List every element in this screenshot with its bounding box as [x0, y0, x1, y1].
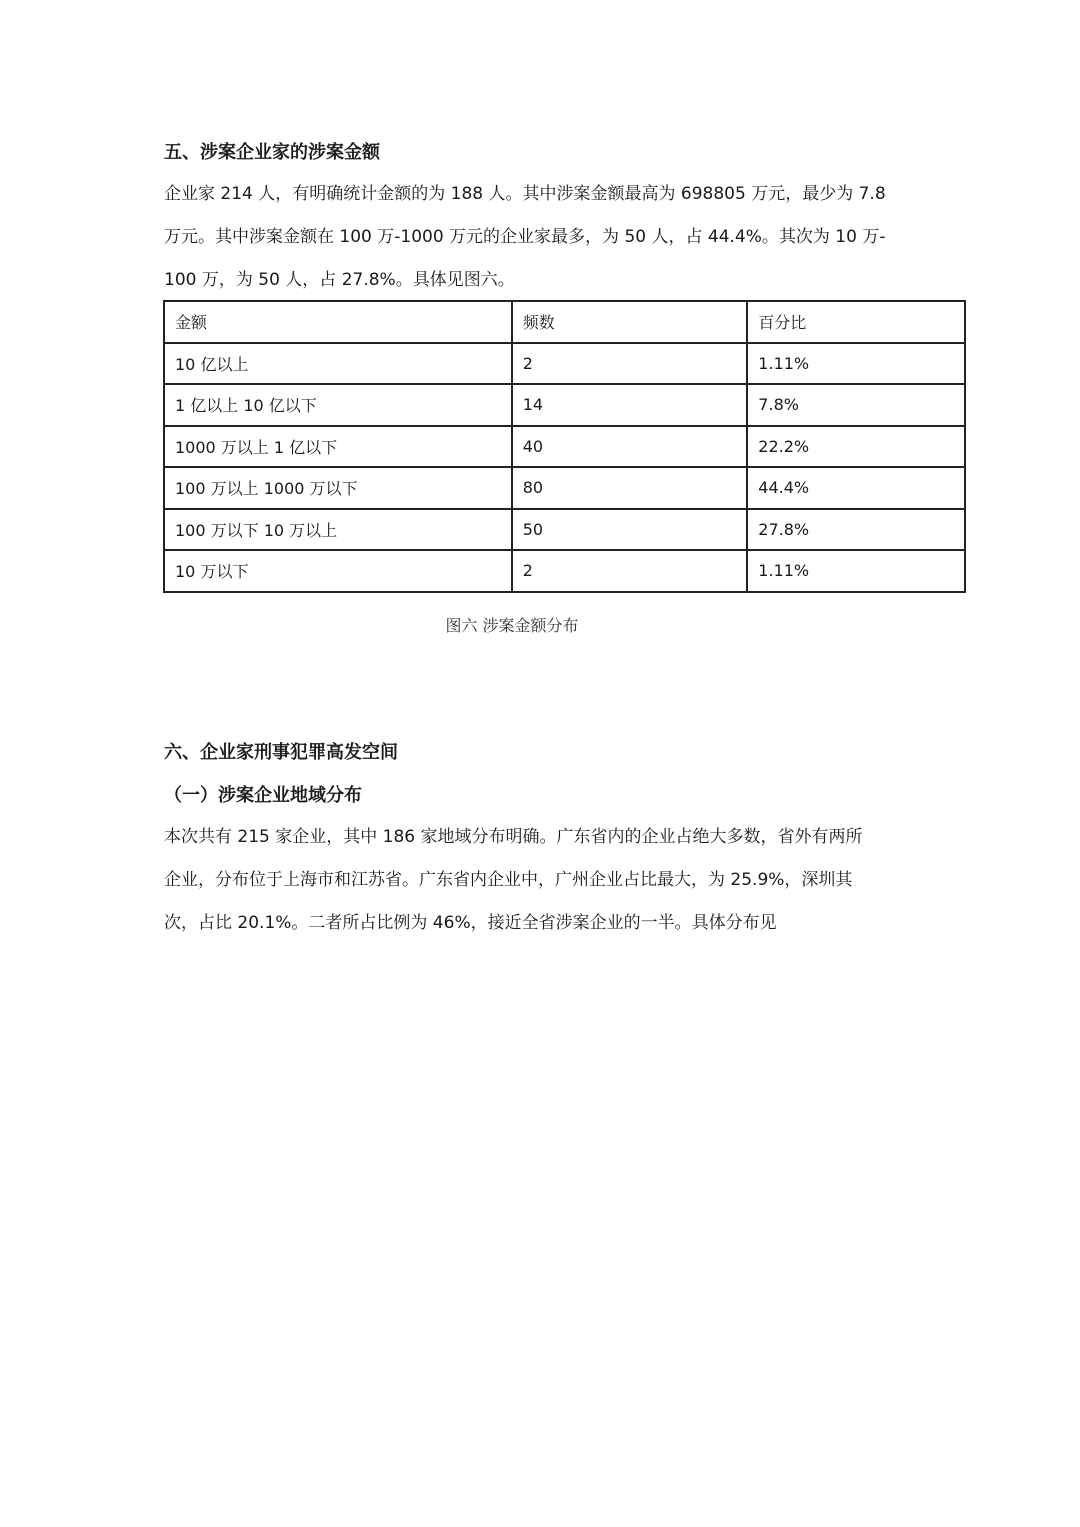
table-header-cell: 百分比 [747, 301, 965, 343]
paragraph-line: 次，占比 20.1%。二者所占比例为 46%，接近全省涉案企业的一半。具体分布见 [164, 913, 777, 933]
table-cell: 2 [512, 550, 748, 592]
table-cell: 14 [512, 384, 748, 426]
paragraph-line: 本次共有 215 家企业，其中 186 家地域分布明确。广东省内的企业占绝大多数，省外有两所 [164, 827, 863, 847]
table-row [164, 509, 965, 551]
table-cell: 22.2% [747, 426, 965, 468]
table-row [164, 343, 965, 385]
table-row [164, 550, 965, 592]
section-5-paragraph [164, 173, 924, 302]
paragraph-line: 企业，分布位于上海市和江苏省。广东省内企业中，广州企业占比最大，为 25.9%，深圳其 [164, 870, 853, 890]
table-header-row [164, 301, 965, 343]
section-6-paragraph [164, 816, 924, 945]
table-cell: 2 [512, 343, 748, 385]
table-cell: 7.8% [747, 384, 965, 426]
table-header-cell: 金额 [164, 301, 512, 343]
paragraph-line: 企业家 214 人，有明确统计金额的为 188 人。其中涉案金额最高为 698805 万元，最少为 7.8 [164, 184, 886, 204]
paragraph-line: 100 万，为 50 人，占 27.8%。具体见图六。 [164, 270, 515, 290]
table-cell: 1000 万以上 1 亿以下 [164, 426, 512, 468]
amount-distribution-table [163, 300, 966, 593]
table-cell: 10 万以下 [164, 550, 512, 592]
table-cell: 50 [512, 509, 748, 551]
table-cell: 44.4% [747, 467, 965, 509]
table-cell: 100 万以上 1000 万以下 [164, 467, 512, 509]
table-header-cell: 频数 [512, 301, 748, 343]
table-cell: 40 [512, 426, 748, 468]
table-cell: 80 [512, 467, 748, 509]
table-cell: 27.8% [747, 509, 965, 551]
table-row [164, 384, 965, 426]
section-6-heading: 六、企业家刑事犯罪高发空间 [164, 742, 398, 763]
table-cell: 100 万以下 10 万以上 [164, 509, 512, 551]
section-5-heading: 五、涉案企业家的涉案金额 [164, 142, 380, 163]
section-6-subheading: （一）涉案企业地域分布 [164, 785, 362, 806]
table-cell: 1.11% [747, 550, 965, 592]
table-cell: 1.11% [747, 343, 965, 385]
paragraph-line: 万元。其中涉案金额在 100 万-1000 万元的企业家最多，为 50 人，占 44.4%。其次为 10 万- [164, 227, 886, 247]
table-cell: 10 亿以上 [164, 343, 512, 385]
table-cell: 1 亿以上 10 亿以下 [164, 384, 512, 426]
table-row [164, 426, 965, 468]
table-row [164, 467, 965, 509]
table-caption: 图六 涉案金额分布 [445, 616, 579, 635]
